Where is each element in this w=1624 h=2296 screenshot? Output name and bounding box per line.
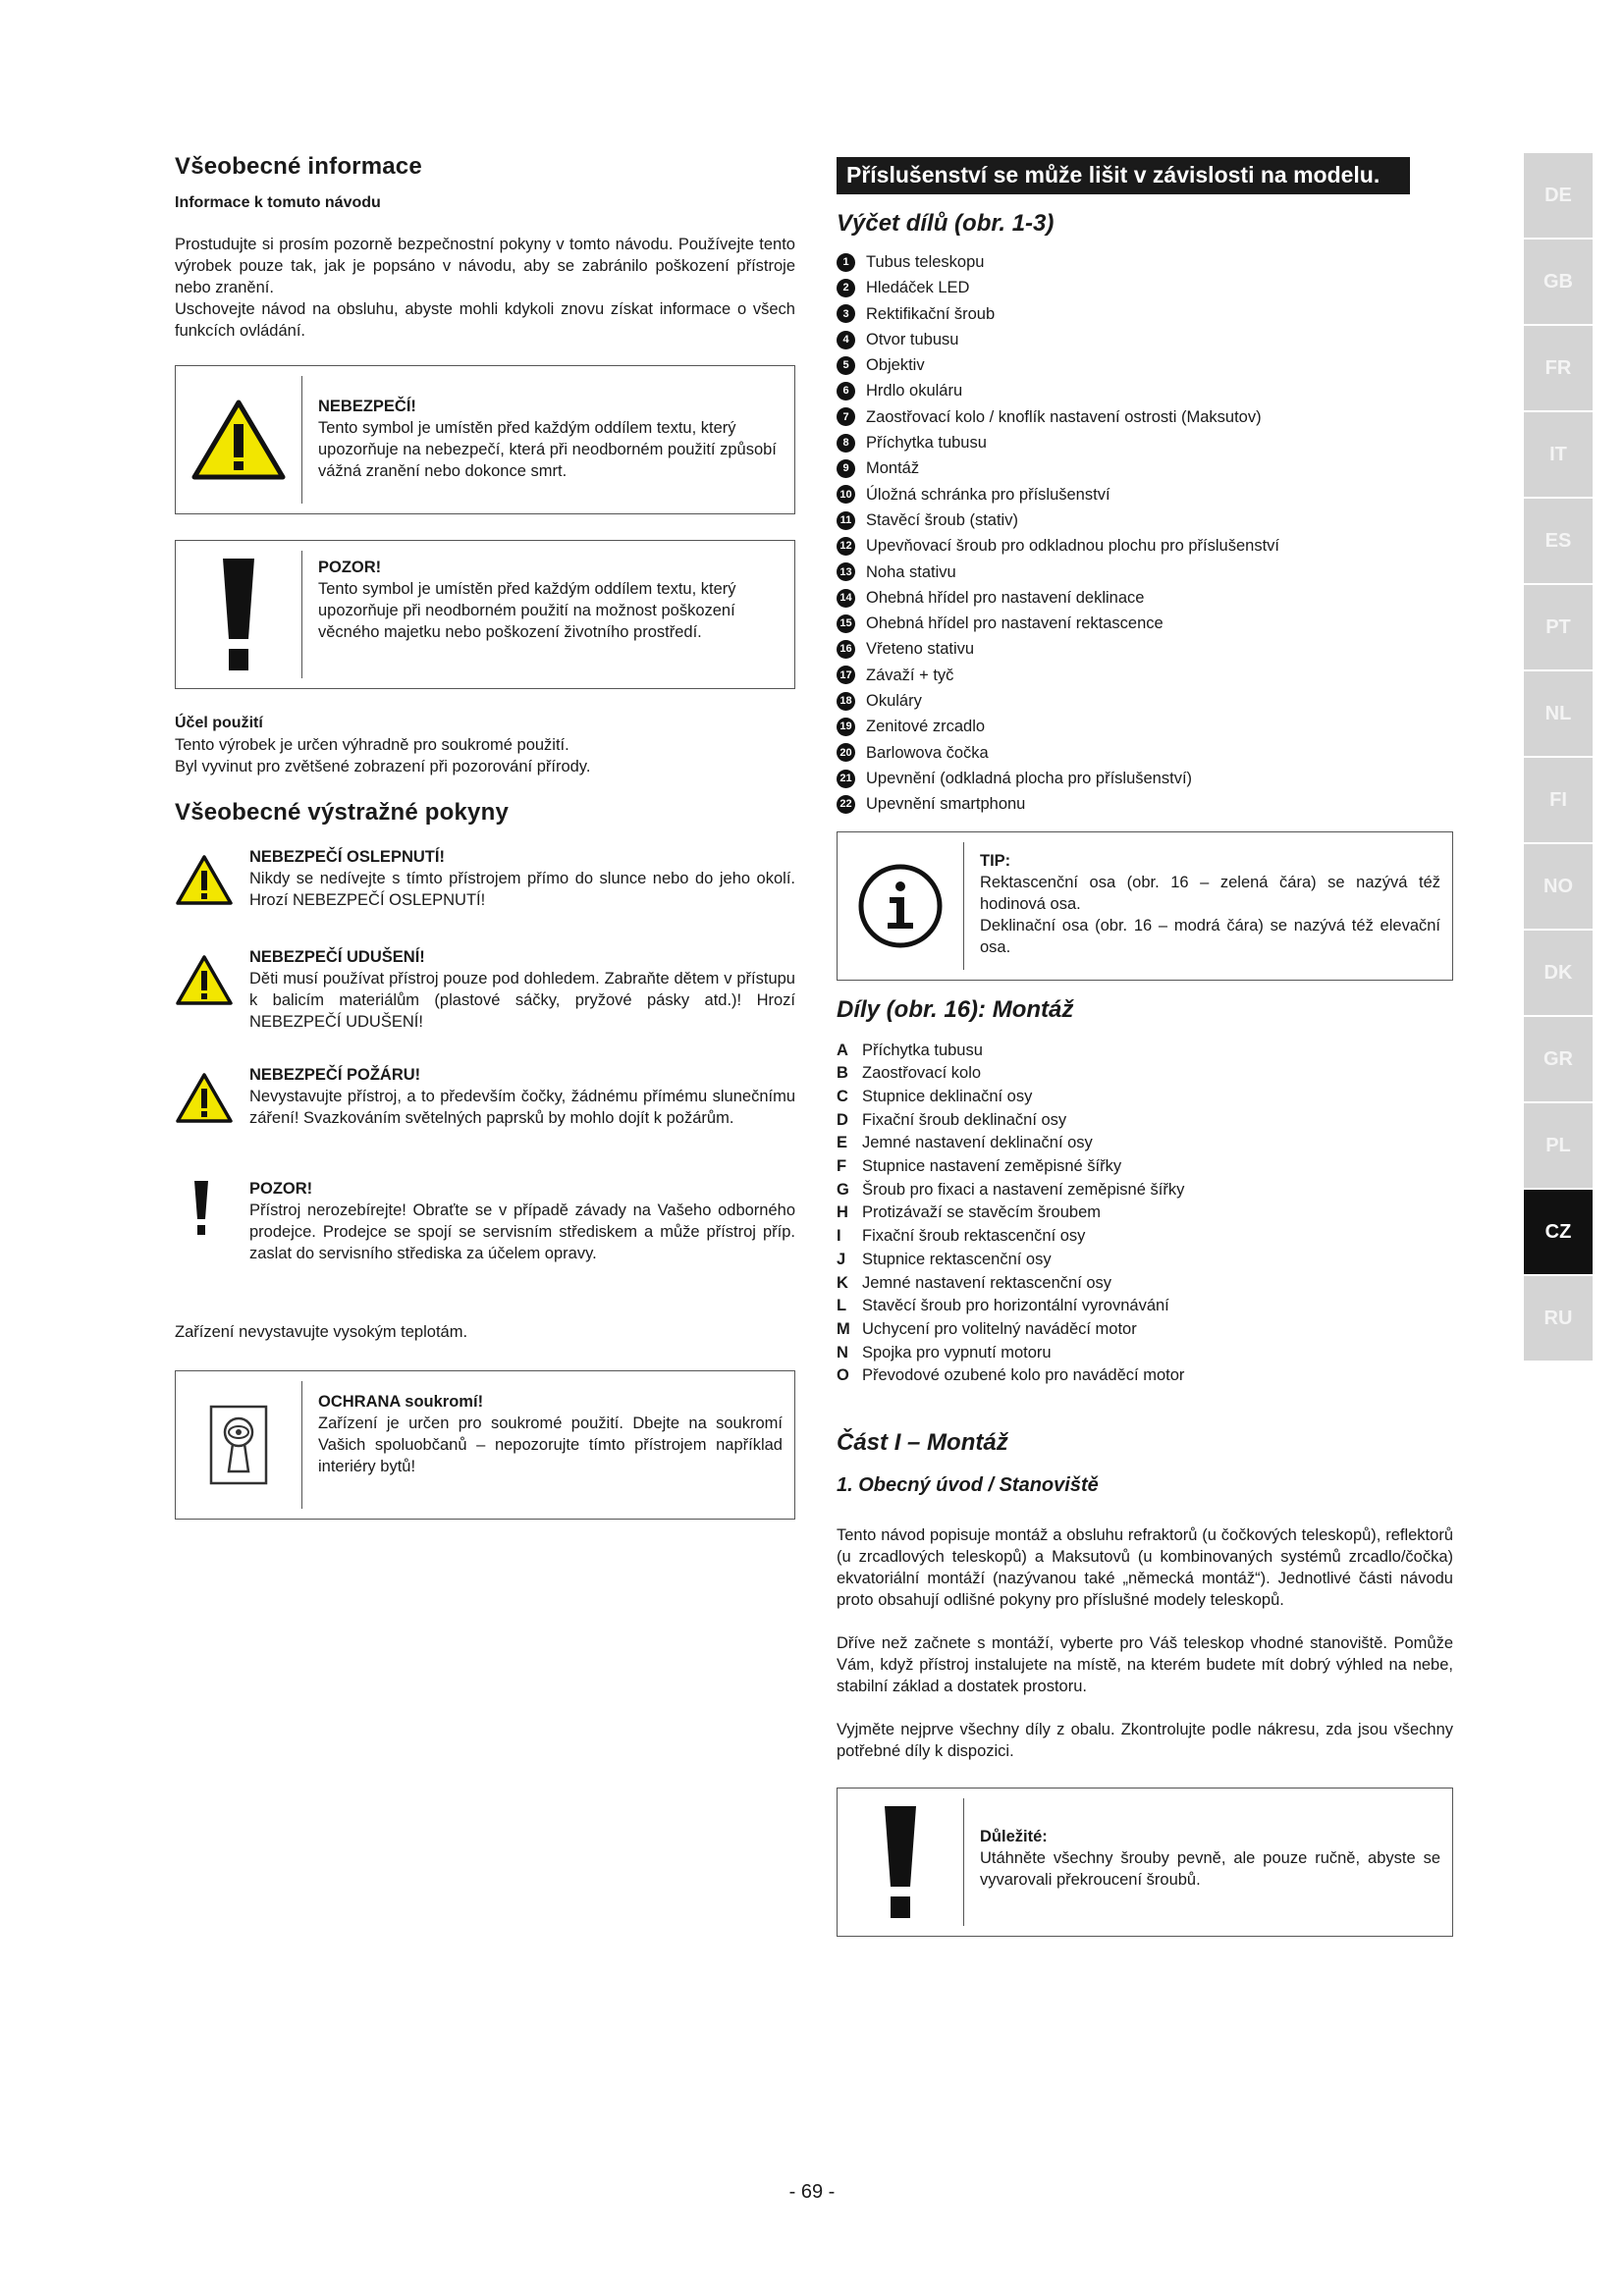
warning-fire — [175, 1064, 795, 1160]
number-badge: 15 — [837, 614, 855, 633]
warning-triangle-icon — [176, 366, 301, 513]
tab-de[interactable]: DE — [1524, 153, 1593, 240]
right-column — [837, 153, 1453, 1937]
tab-pl[interactable]: PL — [1524, 1103, 1593, 1190]
warning-triangle-icon — [175, 1072, 234, 1125]
list-item: 16 Vřeteno stativu — [837, 636, 1453, 662]
exclamation-icon — [192, 1180, 212, 1233]
list-item: 3 Rektifikační šroub — [837, 301, 1453, 327]
important-text: Utáhněte všechny šrouby pevně, ale pouze ručně, abyste se vyvarovali překroucení šroubů. — [980, 1849, 1440, 1890]
list-item: E Jemné nastavení deklinační osy — [837, 1134, 1093, 1152]
warning-text: Nikdy se nedívejte s tímto přístrojem přímo do slunce nebo do jeho okolí. Hrozí NEBEZPEČÍ OSLEPNUTÍ! — [249, 870, 795, 909]
list-item: D Fixační šroub deklinační osy — [837, 1110, 1067, 1129]
caution-text: Tento symbol je umístěn před každým oddílem textu, který upozorňuje při neodborném použití na možnost poškození věcného majetku nebo poškození životního prostředí. — [318, 580, 736, 641]
warning-text: Děti musí používat přístroj pouze pod dohledem. Zabraňte dětem v přístupu k balicím materiálům (plastové sáčky, pryžové pásky atd.)! Hrozí NEBEZPEČÍ UDUŠENÍ! — [249, 970, 795, 1031]
privacy-notice-box — [175, 1370, 795, 1520]
number-badge: 16 — [837, 640, 855, 659]
number-badge: 20 — [837, 743, 855, 762]
parts-list — [837, 249, 1453, 818]
tab-dk[interactable]: DK — [1524, 931, 1593, 1017]
number-badge: 7 — [837, 407, 855, 426]
general-intro-title: 1. Obecný úvod / Stanoviště — [837, 1474, 1099, 1497]
list-item: 13 Noha stativu — [837, 560, 1453, 585]
number-badge: 4 — [837, 331, 855, 349]
list-item: 9 Montáž — [837, 455, 1453, 481]
list-item: 20 Barlowova čočka — [837, 740, 1453, 766]
warning-triangle-icon — [175, 854, 234, 907]
info-icon — [838, 832, 963, 980]
mount-parts-title: Díly (obr. 16): Montáž — [837, 995, 1074, 1023]
accessories-banner: Příslušenství se může lišit v závislosti na modelu. — [837, 157, 1410, 194]
tab-fi[interactable]: FI — [1524, 758, 1593, 844]
list-item: 2 Hledáček LED — [837, 275, 1453, 300]
number-badge: 11 — [837, 511, 855, 530]
important-title: Důležité: — [980, 1828, 1048, 1846]
section-title-warnings: Všeobecné výstražné pokyny — [175, 799, 510, 826]
number-badge: 9 — [837, 459, 855, 478]
list-item: I Fixační šroub rektascenční osy — [837, 1227, 1086, 1246]
number-badge: 19 — [837, 718, 855, 736]
warning-title: NEBEZPEČÍ OSLEPNUTÍ! — [249, 848, 445, 866]
warning-title: POZOR! — [249, 1180, 313, 1198]
list-item: 7 Zaostřovací kolo / knoflík nastavení ostrosti (Maksutov) — [837, 404, 1453, 430]
list-item: 14 Ohebná hřídel pro nastavení deklinace — [837, 585, 1453, 611]
number-badge: 22 — [837, 795, 855, 814]
number-badge: 5 — [837, 356, 855, 375]
warning-text: Nevystavujte přístroj, a to především čočky, žádnému přímému slunečnímu záření! Svazkováním světelných paprsků by mohlo dojít k požárům. — [249, 1088, 795, 1127]
list-item: L Stavěcí šroub pro horizontální vyrovnávání — [837, 1297, 1169, 1315]
tip-text-1: Rektascenční osa (obr. 16 – zelená čára) se nazývá též hodinová osa. — [980, 873, 1440, 913]
caution-notice-box — [175, 540, 795, 689]
warning-blindness — [175, 846, 795, 921]
tip-title: TIP: — [980, 851, 1011, 870]
list-item: 15 Ohebná hřídel pro nastavení rektascence — [837, 611, 1453, 636]
tab-cz[interactable]: CZ — [1524, 1190, 1593, 1276]
list-item: 12 Upevňovací šroub pro odkladnou plochu pro příslušenství — [837, 533, 1453, 559]
tab-ru[interactable]: RU — [1524, 1276, 1593, 1362]
list-item: 22 Upevnění smartphonu — [837, 791, 1453, 817]
number-badge: 10 — [837, 485, 855, 504]
left-column — [175, 153, 795, 1520]
list-item: 6 Hrdlo okuláru — [837, 378, 1453, 403]
list-item: M Uchycení pro volitelný naváděcí motor — [837, 1319, 1137, 1338]
location-paragraph: Dříve než začnete s montáží, vyberte pro Váš teleskop vhodné stanoviště. Pomůže Vám, když přístroj instalujete na místě, na kterém budete mít dobrý výhled na nebe, stabilní základ a dostatek prostoru. — [837, 1634, 1453, 1696]
list-item: 4 Otvor tubusu — [837, 327, 1453, 352]
list-item: 19 Zenitové zrcadlo — [837, 714, 1453, 739]
list-item: 18 Okuláry — [837, 688, 1453, 714]
list-item: B Zaostřovací kolo — [837, 1064, 982, 1083]
exclamation-icon — [838, 1789, 963, 1936]
number-badge: 2 — [837, 279, 855, 297]
list-item: 17 Závaží + tyč — [837, 663, 1453, 688]
list-item: A Příchytka tubusu — [837, 1041, 983, 1059]
tab-pt[interactable]: PT — [1524, 585, 1593, 671]
tab-gb[interactable]: GB — [1524, 240, 1593, 326]
language-tabs — [1524, 153, 1593, 1362]
warning-suffocation — [175, 946, 795, 1042]
purpose-line-2: Byl vyvinut pro zvětšené zobrazení při pozorování přírody. — [175, 758, 591, 775]
intro-paragraph: Tento návod popisuje montáž a obsluhu refraktorů (u čočkových teleskopů), reflektorů (u zrcadlových teleskopů) a Maksutovů (u kombinovaných systémů zrcadlo/čočka) ekvatoriální montáží (nazývanou také „německá montáž“). Jednotlivé části návodu proto obsahují odlišné pokyny pro příslušné modely teleskopů. — [837, 1526, 1453, 1610]
warning-title: NEBEZPEČÍ POŽÁRU! — [249, 1066, 421, 1084]
tab-nl[interactable]: NL — [1524, 671, 1593, 758]
parts-list-title: Výčet dílů (obr. 1-3) — [837, 210, 1055, 237]
number-badge: 3 — [837, 304, 855, 323]
privacy-text: Zařízení je určen pro soukromé použití. Dbejte na soukromí Vašich spoluobčanů – nepozorujte tímto přístrojem například interiéry bytů! — [318, 1415, 783, 1475]
list-item: O Převodové ozubené kolo pro naváděcí motor — [837, 1366, 1185, 1385]
intro-paragraph-2: Uschovejte návod na obsluhu, abyste mohli kdykoli znovu získat informace o všech funkcích ovládání. — [175, 300, 795, 340]
list-item: 1 Tubus teleskopu — [837, 249, 1453, 275]
number-badge: 21 — [837, 770, 855, 788]
number-badge: 12 — [837, 537, 855, 556]
list-item: K Jemné nastavení rektascenční osy — [837, 1273, 1112, 1292]
warning-caution — [175, 1178, 795, 1296]
tab-fr[interactable]: FR — [1524, 326, 1593, 412]
list-item: 21 Upevnění (odkladná plocha pro příslušenství) — [837, 766, 1453, 791]
list-item: H Protizávaží se stavěcím šroubem — [837, 1203, 1102, 1222]
purpose-line-1: Tento výrobek je určen výhradně pro soukromé použití. — [175, 736, 569, 754]
page-number: - 69 - — [788, 2181, 836, 2203]
tip-text-2: Deklinační osa (obr. 16 – modrá čára) se nazývá též elevační osa. — [980, 916, 1440, 956]
tab-no[interactable]: NO — [1524, 844, 1593, 931]
number-badge: 17 — [837, 666, 855, 684]
temperature-note: Zařízení nevystavujte vysokým teplotám. — [175, 1323, 468, 1341]
number-badge: 8 — [837, 434, 855, 453]
number-badge: 18 — [837, 692, 855, 711]
tip-notice-box — [837, 831, 1453, 981]
list-item: 10 Úložná schránka pro příslušenství — [837, 482, 1453, 507]
number-badge: 6 — [837, 382, 855, 400]
danger-text: Tento symbol je umístěn před každým oddílem textu, který upozorňuje na nebezpečí, která při neodborném použití způsobí vážná zranění nebo dokonce smrt. — [318, 419, 777, 480]
tab-gr[interactable]: GR — [1524, 1017, 1593, 1103]
section-title-general-info: Všeobecné informace — [175, 153, 422, 180]
part-one-title: Část I – Montáž — [837, 1429, 1008, 1457]
danger-title: NEBEZPEČÍ! — [318, 398, 416, 415]
privacy-title: OCHRANA soukromí! — [318, 1393, 484, 1411]
number-badge: 14 — [837, 589, 855, 608]
list-item: 11 Stavěcí šroub (stativ) — [837, 507, 1453, 533]
important-notice-box — [837, 1788, 1453, 1937]
number-badge: 13 — [837, 562, 855, 581]
intro-paragraph-1: Prostudujte si prosím pozorně bezpečnostní pokyny v tomto návodu. Používejte tento výrobek pouze tak, jak je popsáno v návodu, aby se zabránilo poškození přístroje nebo zranění. — [175, 236, 795, 296]
warning-triangle-icon — [175, 954, 234, 1007]
list-item: C Stupnice deklinační osy — [837, 1087, 1033, 1105]
warning-text: Přístroj nerozebírejte! Obraťte se v případě závady na Vašeho odborného prodejce. Prodejce se spojí se servisním střediskem a může přístroj příp. zaslat do servisního střediska za účelem opravy. — [249, 1201, 795, 1262]
mount-parts-list — [837, 1040, 1453, 1389]
danger-notice-box — [175, 365, 795, 514]
list-item: F Stupnice nastavení zeměpisné šířky — [837, 1157, 1122, 1176]
tab-es[interactable]: ES — [1524, 499, 1593, 585]
list-item: 5 Objektiv — [837, 352, 1453, 378]
exclamation-icon — [176, 541, 301, 688]
warning-title: NEBEZPEČÍ UDUŠENÍ! — [249, 948, 425, 966]
warnings-list — [175, 846, 795, 1296]
list-item: 8 Příchytka tubusu — [837, 430, 1453, 455]
unpack-paragraph: Vyjměte nejprve všechny díly z obalu. Zkontrolujte podle nákresu, zda jsou všechny potřebné díly k dispozici. — [837, 1721, 1453, 1761]
tab-it[interactable]: IT — [1524, 412, 1593, 499]
privacy-keyhole-eye-icon — [176, 1371, 301, 1519]
list-item: N Spojka pro vypnutí motoru — [837, 1343, 1052, 1362]
subtitle-about-manual: Informace k tomuto návodu — [175, 194, 381, 211]
list-item: J Stupnice rektascenční osy — [837, 1250, 1052, 1268]
purpose-title: Účel použití — [175, 715, 263, 731]
caution-title: POZOR! — [318, 559, 382, 576]
number-badge: 1 — [837, 253, 855, 272]
list-item: G Šroub pro fixaci a nastavení zeměpisné šířky — [837, 1180, 1185, 1199]
